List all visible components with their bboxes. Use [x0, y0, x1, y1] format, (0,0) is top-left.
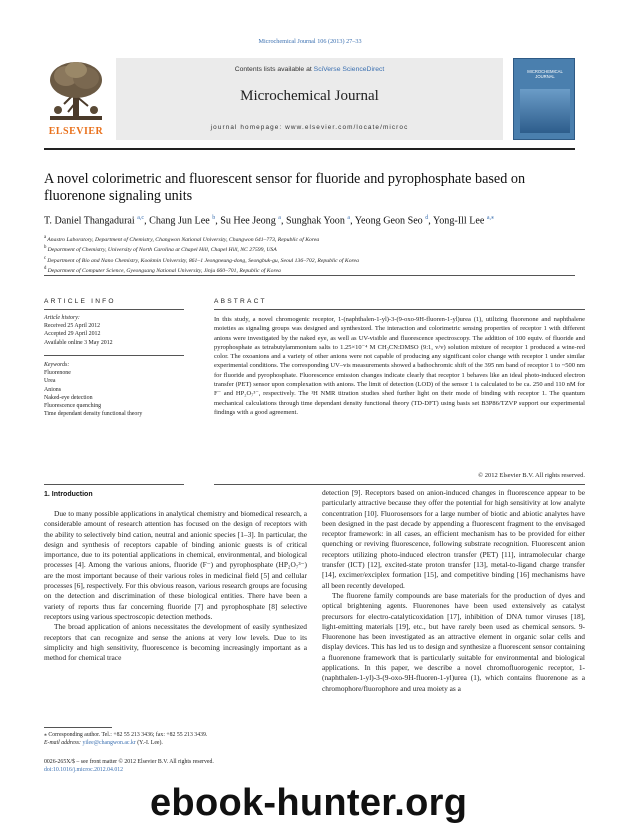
- abstract-text: In this study, a novel chromogenic receptor, 1-(naphthalen-1-yl)-3-(9-oxo-9H-fluoren-1-yl)urea (1), utilizing fluorenone and naphthalene moieties as signaling groups was designed and synthesized. The interaction and colorimetric sensing properties of receptor 1 with different anions were investigated by the naked eye, as well as UV-visible and fluorescence spectroscopy. The addition of 100 equiv. of fluoride and pyrophosphate as tetrabutylammonium salts to 1.25×10⁻⁴ M CH₃CN:DMSO (9:1, v/v) solution mixture of receptor 1 produced a wine-red color. The oxoanions and a variety of other anions were not capable of producing any significant color change with receptor 1 under similar experimental conditions. The corresponding UV–vis measurements showed a bathochromic shift of the 395 nm band of receptor 1 to ~500 nm for fluoride and pyrophosphate. Fluorescence emission changes indicate clearly that receptor 1 behaves like an ideal photo-induced electron transfer (PET) sensor upon complexation with anions. The limit of detection (LOD) of the sensor 1 is calculated to be ca. 250 and 110 nM for F⁻ and HP₂O₇³⁻, respectively. The ¹H NMR titration studies shed further light on their mode of binding with receptor 1. The quantum mechanical calculations through time dependant density functional theory (TD-DFT) using basis set B3P86/TZVP support our experimental findings with a good agreement.: [214, 316, 585, 416]
- corresponding-author-footnote: [44, 731, 314, 748]
- author-affiliation-mark[interactable]: a: [278, 215, 281, 221]
- intro-paragraph: The fluorene family compounds are base materials for the production of dyes and optical brightening agents. Fluorenones have been used extensively as catalyst precursors for electro-catalyticoxidation [17], inhibition of DNA tumor viruses [18], light-emitting materials [19], etc., but have rarely been used as chemical sensors. 9-Fluorenone has been investigated as an attractive element in organic solar cells and display devices. This has led us to design and synthesize a fluorescent sensor containing a fluorenone framework that is particularly suitable for environmental and biological applications. In this paper, we describe a novel chromofluorogenic receptor, 1-(naphthalen-1-yl)-3-(9-oxo-9H-fluoren-1-yl)urea (1), which contains fluorenone as a chromophore/fluorophore and urea moiety as a: [322, 590, 585, 693]
- history-item: Available online 3 May 2012: [44, 339, 113, 346]
- keyword-item: Fluorescence quenching: [44, 403, 102, 410]
- affiliation-text: Department of Computer Science, Gyeongsang National University, Jinju 660–701, Republic of Korea: [47, 268, 281, 275]
- article-meta: [44, 758, 314, 775]
- cover-title: MICROCHEMICAL JOURNAL: [527, 69, 563, 80]
- abstract-bottom-rule: [214, 484, 585, 485]
- keyword-item: Urea: [44, 378, 56, 385]
- author-name: T. Daniel Thangadurai: [44, 215, 138, 227]
- journal-header: [44, 58, 575, 140]
- introduction-heading: 1. Introduction: [44, 491, 93, 498]
- author-affiliation-mark[interactable]: a,c: [137, 215, 145, 221]
- author-name: Yeong Geon Seo: [354, 215, 426, 227]
- journal-banner: [116, 58, 503, 140]
- sciencedirect-link[interactable]: SciVerse ScienceDirect: [313, 66, 385, 73]
- abstract-copyright: © 2012 Elsevier B.V. All rights reserved.: [478, 472, 585, 479]
- footnote-rule: [44, 727, 112, 728]
- info-bottom-rule: [44, 484, 184, 485]
- history-label: Article history:: [44, 315, 80, 321]
- history-item: Accepted 29 April 2012: [44, 331, 101, 338]
- affiliations: [44, 234, 584, 276]
- author-name: Su Hee Jeong: [220, 215, 279, 227]
- article-info-rule: [44, 309, 184, 310]
- history-rule: [44, 355, 184, 356]
- author-affiliation-mark[interactable]: b: [212, 215, 216, 221]
- doi-line: [44, 766, 314, 774]
- article-title: A novel colorimetric and fluorescent sensor for fluoride and pyrophosphate based on fluorenone signaling units: [44, 171, 526, 204]
- elsevier-wordmark: ELSEVIER: [48, 126, 104, 137]
- contents-availability: [116, 66, 503, 73]
- affiliation-divider: [44, 275, 575, 276]
- header-divider: [44, 148, 575, 150]
- author-separator: ,: [350, 215, 355, 227]
- keywords: [44, 361, 184, 418]
- affiliation-text: Department of Chemistry, University of North Carolina at Chapel Hill, Chapel Hill, NC 27599, USA: [47, 247, 277, 254]
- author-affiliation-mark[interactable]: a: [347, 215, 351, 221]
- affiliation-line: [44, 244, 584, 254]
- author-separator: ,: [280, 215, 286, 227]
- author-separator: ,: [144, 215, 150, 227]
- intro-paragraph: Due to many possible applications in analytical chemistry and biomedical research, a considerable amount of research attention has focused on the design of receptors with the ability to selectively bind cation, neutral and anionic species [1–3]. In particular, the design and synthesis of receptors capable of binding anionic guests is of critical importance, due to its potential applications in chemical, environmental, and biological processes [4]. Among the various anions, fluoride (F⁻) and pyrophosphate (HP₂O₇³⁻) are the most important because of their various roles in medicinal field [5] and cellular processes [6], respectively. For this obvious reason, various research groups are focusing on the detection and discrimination of these biological entities. There have been a variety of reports thus far concerning fluoride [7] and pyrophosphate [8] selective receptors using various spectroscopic detection methods.: [44, 509, 307, 621]
- author-separator: ,: [428, 215, 433, 227]
- author-name: Sunghak Yoon: [286, 215, 348, 227]
- email-link[interactable]: yilee@changwon.ac.kr: [82, 740, 136, 747]
- author-list: [44, 214, 584, 226]
- affiliation-mark: d: [44, 266, 48, 272]
- keyword-item: Fluorenone: [44, 370, 71, 377]
- keyword-item: Anions: [44, 386, 62, 393]
- email-suffix: (Y.-I. Lee).: [135, 740, 163, 747]
- watermark: ebook-hunter.org: [150, 782, 468, 824]
- elsevier-tree-logo: [44, 58, 108, 140]
- intro-paragraph: detection [9]. Receptors based on anion-induced changes in fluorescence appear to be particularly attractive because they offer the potential for high sensitivity at low analyte concentration [10]. Fluorosensors for a large number of biotic and abiotic analytes have been designed in the past decade by appending a fluorescent fragment to the envisaged receptor framework: in all cases, an efficient mechanism has to be provided for either quenching or reviving fluorescence, following substrate recognition. Fluorescent anion receptors utilizing photo-induced electron transfer (PET) [11], intramolecular charge transfer (ICT) [12], excited-state proton transfer [13], metal-to-ligand charge transfer [14], excimer/exciplex formation [15], and competitive binding [16] mechanisms have all been recently developed.: [322, 488, 585, 590]
- issn-line: 0026-265X/$ – see front matter © 2012 Elsevier B.V. All rights reserved.: [44, 759, 214, 765]
- keyword-item: Time dependant density functional theory: [44, 411, 143, 418]
- author-affiliation-mark[interactable]: a,⁎: [486, 215, 495, 221]
- affiliation-mark: b: [44, 245, 48, 251]
- intro-paragraph: The broad application of anions necessitates the development of easily synthesized receptors that can recognize and sense the anions at very low levels. Due to its simplicity and high sensitivity, fluorescence is becoming increasingly important as a method for chemical trace: [44, 622, 307, 663]
- journal-cover-thumbnail: [513, 58, 575, 140]
- affiliation-text: Anastro Laboratory, Department of Chemistry, Changwon National University, Changwon 641–773, Republic of Korea: [47, 236, 320, 243]
- abstract-rule: [214, 309, 585, 310]
- doi-link[interactable]: 10.1016/j.microc.2012.04.012: [53, 767, 124, 774]
- tree-icon: [44, 58, 108, 124]
- history-item: Received 25 April 2012: [44, 323, 101, 330]
- abstract-heading: ABSTRACT: [214, 298, 267, 305]
- affiliation-text: Department of Bio and Nano Chemistry, Kookmin University, 861–1 Jeongneung-dong, Seongbuk-gu, Seoul 136–702, Republic of Korea: [47, 257, 359, 264]
- keywords-label: Keywords:: [44, 362, 70, 368]
- article-info-heading: ARTICLE INFO: [44, 298, 116, 305]
- author-name: Chang Jun Lee: [149, 215, 213, 227]
- journal-citation[interactable]: Microchemical Journal 106 (2013) 27–33: [258, 38, 362, 45]
- article-history: [44, 314, 184, 347]
- affiliation-mark: c: [44, 255, 48, 261]
- email-line: [44, 739, 314, 747]
- affiliation-line: [44, 255, 584, 265]
- corresponding-line: ⁎ Corresponding author. Tel.: +82 55 213 3436; fax: +82 55 213 3439.: [44, 732, 208, 738]
- affiliation-line: [44, 234, 584, 244]
- keyword-item: Naked-eye detection: [44, 394, 93, 401]
- left-column: [44, 509, 307, 663]
- right-column: [322, 488, 585, 694]
- cover-art: [520, 89, 570, 133]
- author-name: Yong-Ill Lee: [432, 215, 487, 227]
- journal-homepage[interactable]: journal homepage: www.elsevier.com/locate/microc: [210, 124, 409, 131]
- journal-name: Microchemical Journal: [240, 88, 379, 104]
- author-affiliation-mark[interactable]: d: [425, 215, 429, 221]
- doi-label: doi:: [44, 767, 54, 774]
- affiliation-mark: a: [44, 235, 48, 240]
- contents-prefix: Contents lists available at: [234, 66, 314, 73]
- author-separator: ,: [215, 215, 221, 227]
- email-label: E-mail address:: [44, 740, 83, 747]
